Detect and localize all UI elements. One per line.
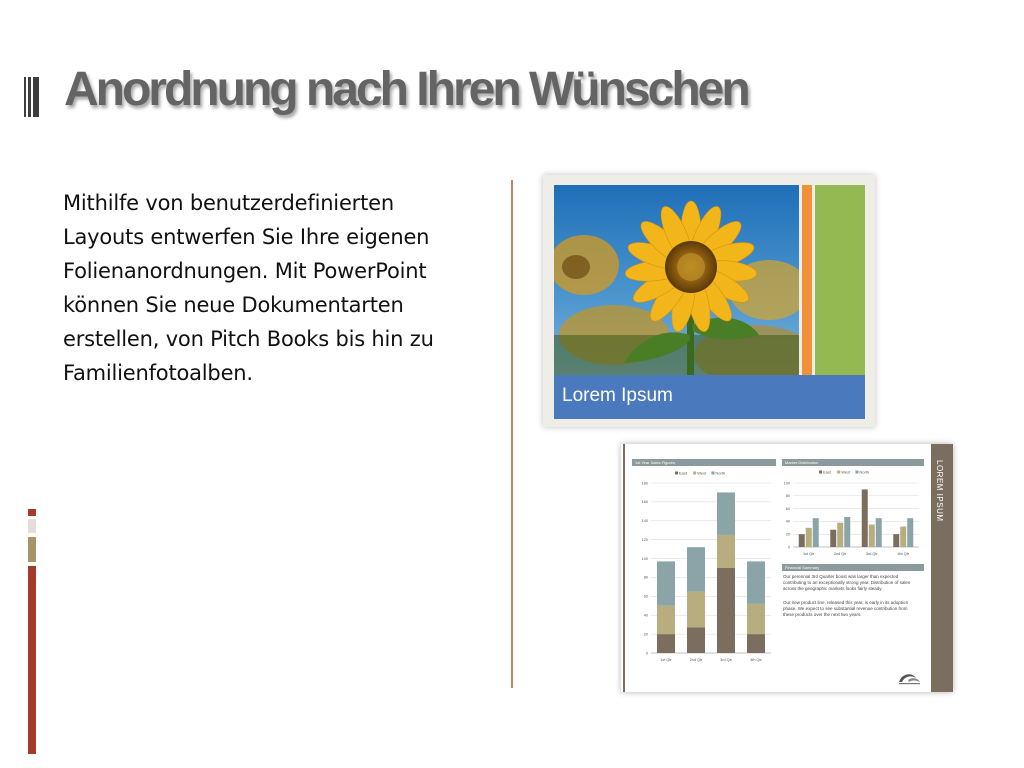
y-tick-label: 60 bbox=[643, 594, 648, 599]
body-line: Layouts entwerfen Sie Ihre eigenen bbox=[63, 225, 430, 249]
x-tick-label: 1st Qtr bbox=[660, 658, 672, 662]
y-tick-label: 0 bbox=[645, 651, 648, 656]
bar-segment bbox=[687, 547, 705, 591]
x-tick-label: 1st Qtr bbox=[803, 552, 815, 556]
bar bbox=[830, 530, 836, 547]
legend-label: West bbox=[697, 470, 707, 476]
bar-segment bbox=[657, 606, 675, 634]
slide-body-text bbox=[63, 186, 503, 390]
legend-label: North bbox=[859, 469, 870, 475]
chart2-header bbox=[782, 459, 924, 466]
bar bbox=[893, 534, 899, 547]
accent-bar-top bbox=[28, 509, 36, 516]
bar bbox=[837, 523, 843, 547]
legend-label: East bbox=[679, 470, 688, 476]
bar bbox=[844, 517, 850, 547]
layout-thumbnail-photo[interactable] bbox=[543, 175, 875, 427]
legend-swatch bbox=[693, 472, 696, 475]
green-panel bbox=[815, 185, 865, 379]
bar bbox=[799, 534, 805, 547]
sales-figures-chart bbox=[629, 467, 779, 667]
bar-segment bbox=[747, 634, 765, 653]
slide-title: Anordnung nach Ihren Wünschen bbox=[64, 63, 748, 116]
x-tick-label: 4th Qtr bbox=[750, 658, 762, 662]
summary-header bbox=[782, 564, 924, 571]
market-distribution-chart bbox=[779, 467, 927, 562]
bar-segment bbox=[747, 561, 765, 604]
x-tick-label: 3rd Qtr bbox=[720, 658, 732, 662]
bar bbox=[869, 525, 875, 547]
accent-bar-tan bbox=[28, 537, 36, 562]
legend-swatch bbox=[819, 471, 822, 474]
x-tick-label: 2nd Qtr bbox=[689, 658, 703, 662]
summary-header-label: Financial Summary bbox=[785, 565, 820, 570]
logo-icon bbox=[896, 670, 924, 686]
y-tick-label: 0 bbox=[787, 545, 790, 550]
title-bars-icon bbox=[24, 77, 39, 117]
body-line: können Sie neue Dokumentarten bbox=[63, 293, 404, 317]
legend-label: West bbox=[841, 469, 851, 475]
summary-paragraph-2: Our new product line, released this year, is early in its adoption phase. We expect to see substantial revenue contribution from these products over the next two years. bbox=[783, 600, 909, 617]
accent-bar-light bbox=[28, 519, 36, 533]
bar-segment bbox=[657, 561, 675, 605]
layout-thumbnail-report[interactable] bbox=[621, 444, 953, 692]
y-tick-label: 100 bbox=[783, 481, 790, 486]
legend-label: North bbox=[715, 470, 726, 476]
bar-segment bbox=[717, 492, 735, 535]
sunflower-image bbox=[554, 185, 799, 379]
y-tick-label: 120 bbox=[641, 537, 648, 542]
legend-label: East bbox=[823, 469, 832, 475]
chart1-header-label: 1st Year Sales Figures bbox=[635, 460, 676, 465]
bar bbox=[900, 527, 906, 547]
bar bbox=[876, 518, 882, 547]
legend-swatch bbox=[855, 471, 858, 474]
x-tick-label: 4th Qtr bbox=[897, 552, 910, 556]
summary-paragraph-1: Our perennial 3rd Quarter boost was larger than expected contributing to an exceptionally strong year. Distribution of sales across the geographic markets looks fairly steady. bbox=[783, 574, 911, 591]
bar-segment bbox=[717, 535, 735, 568]
bar bbox=[862, 489, 868, 547]
y-tick-label: 80 bbox=[785, 494, 790, 499]
y-tick-label: 180 bbox=[641, 481, 648, 486]
body-line: Folienanordnungen. Mit PowerPoint bbox=[63, 259, 427, 283]
y-tick-label: 160 bbox=[641, 500, 648, 505]
bar-segment bbox=[687, 628, 705, 654]
y-tick-label: 20 bbox=[643, 632, 648, 637]
legend-swatch bbox=[837, 471, 840, 474]
chart1-header bbox=[632, 459, 776, 466]
body-line: erstellen, von Pitch Books bis hin zu bbox=[63, 327, 434, 351]
caption-text: Lorem Ipsum bbox=[562, 385, 673, 406]
bar-segment bbox=[747, 604, 765, 634]
y-tick-label: 100 bbox=[641, 556, 648, 561]
y-tick-label: 140 bbox=[641, 519, 648, 524]
chart2-header-label: Market Distribution bbox=[785, 460, 819, 465]
bar bbox=[813, 518, 819, 547]
accent-bar-main bbox=[28, 566, 36, 754]
y-tick-label: 20 bbox=[785, 532, 790, 537]
bar-segment bbox=[657, 634, 675, 653]
y-tick-label: 60 bbox=[785, 506, 790, 511]
vertical-divider bbox=[511, 180, 513, 688]
bar bbox=[806, 528, 812, 547]
left-rule bbox=[623, 444, 625, 692]
x-tick-label: 3rd Qtr bbox=[865, 552, 878, 556]
body-line: Familienfotoalben. bbox=[63, 361, 253, 385]
bar-segment bbox=[717, 568, 735, 653]
y-tick-label: 40 bbox=[785, 519, 790, 524]
y-tick-label: 80 bbox=[643, 575, 648, 580]
legend-swatch bbox=[675, 472, 678, 475]
body-line: Mithilfe von benutzerdefinierten bbox=[63, 191, 394, 215]
orange-stripe bbox=[802, 185, 812, 379]
bar-segment bbox=[687, 592, 705, 628]
bar bbox=[907, 518, 913, 547]
y-tick-label: 40 bbox=[643, 613, 648, 618]
x-tick-label: 2nd Qtr bbox=[833, 552, 847, 556]
sidebar-title: LOREM IPSUM bbox=[935, 460, 944, 522]
legend-swatch bbox=[711, 472, 714, 475]
report-sidebar bbox=[931, 444, 953, 692]
caption-band bbox=[554, 375, 865, 419]
